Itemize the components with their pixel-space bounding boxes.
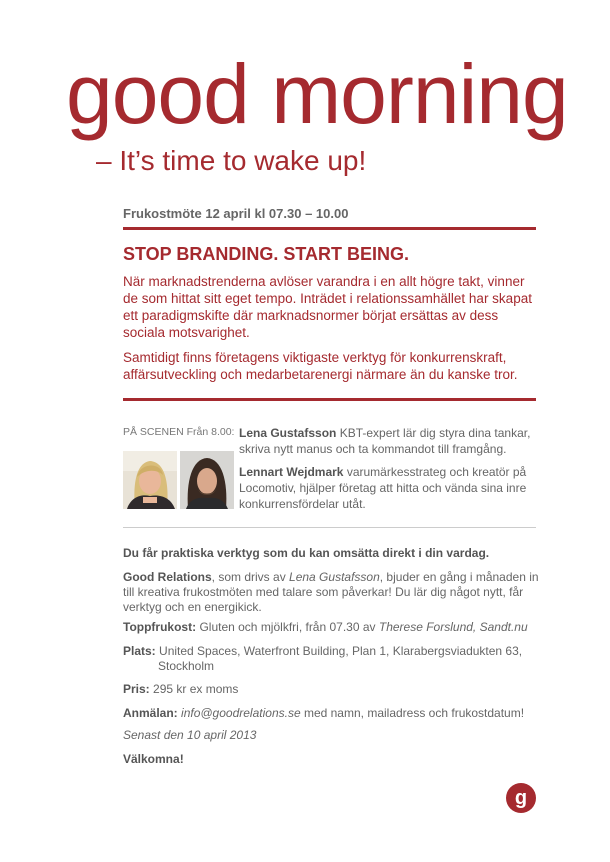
- signup-label: Anmälan:: [123, 706, 178, 720]
- place-line: [123, 644, 539, 674]
- headline: good morning: [66, 47, 568, 141]
- welcome: [123, 752, 539, 767]
- gr-person: Lena Gustafsson: [289, 570, 380, 584]
- deadline: [123, 728, 539, 743]
- place-text: United Spaces, Waterfront Building, Plan 1, Klarabergsviadukten 63,: [155, 644, 523, 658]
- gr-text-1: , som drivs av: [211, 570, 290, 584]
- breakfast-line: [123, 620, 539, 635]
- event-date-time: Frukostmöte 12 april kl 07.30 – 10.00: [123, 206, 349, 221]
- divider-top: [123, 227, 536, 230]
- speaker-2-name: Lennart Wejdmark: [239, 465, 344, 479]
- intro-paragraph-2: Samtidigt finns företagens viktigaste verktyg för konkurrenskraft, affärsutveckling och medarbetarenergi närmare än du kanske tror.: [123, 350, 518, 382]
- speaker-1-description: KBT-expert lär dig styra dina tankar, skriva nytt manus och ta kommandot till framgång.: [239, 426, 531, 456]
- place-label: Plats:: [123, 644, 156, 658]
- price-line: [123, 682, 539, 697]
- logo-letter: g: [514, 787, 528, 809]
- speaker-1: [239, 425, 539, 457]
- price-text: 295 kr ex moms: [149, 682, 239, 696]
- details-lead: [123, 546, 539, 561]
- breakfast-provider: Therese Forslund, Sandt.nu: [378, 620, 528, 634]
- speaker-2-photo: [180, 451, 234, 509]
- on-stage-label: PÅ SCENEN Från 8.00:: [123, 426, 235, 438]
- speaker-2-description: varumärkesstrateg och kreatör på Locomotiv, hjälper företag att hitta och vända sina inre konkurrensfördelar utåt.: [239, 465, 527, 511]
- good-relations-paragraph: [123, 570, 539, 615]
- details-lead-text: Du får praktiska verktyg som du kan omsätta direkt i din vardag.: [123, 546, 490, 560]
- divider-bottom: [123, 527, 536, 528]
- gr-text-2: , bjuder en gång i månaden in till kreativa frukostmöten med talare som påverkar! Du lär dig något nytt, får verktyg och en energikick.: [123, 570, 539, 614]
- breakfast-label: Toppfrukost:: [123, 620, 197, 634]
- speaker-2: [239, 464, 539, 512]
- good-relations-name: Good Relations: [123, 570, 212, 584]
- signup-text: med namn, mailadress och frukostdatum!: [300, 706, 525, 720]
- divider-middle: [123, 398, 536, 401]
- good-relations-logo: [505, 782, 537, 814]
- speaker-1-name: Lena Gustafsson: [239, 426, 337, 440]
- price-label: Pris:: [123, 682, 150, 696]
- signup-email[interactable]: info@goodrelations.se: [181, 706, 301, 720]
- deadline-text: Senast den 10 april 2013: [123, 728, 257, 742]
- welcome-text: Välkomna!: [123, 752, 184, 766]
- intro-heading: STOP BRANDING. START BEING.: [123, 244, 410, 264]
- breakfast-text: Gluten och mjölkfri, från 07.30 av: [196, 620, 379, 634]
- subheadline: – It’s time to wake up!: [96, 145, 367, 176]
- speaker-1-photo: [123, 451, 177, 509]
- signup-line: [123, 706, 539, 721]
- place-city: Stockholm: [158, 659, 215, 673]
- intro-paragraph-1: När marknadstrenderna avlöser varandra i en allt högre takt, vinner de som hittat sitt eget tempo. Inträdet i relationssamhället har skapat ett paradigmskifte där marknadsnormer börjat ersättas av dess sociala motsvarighet.: [123, 274, 532, 340]
